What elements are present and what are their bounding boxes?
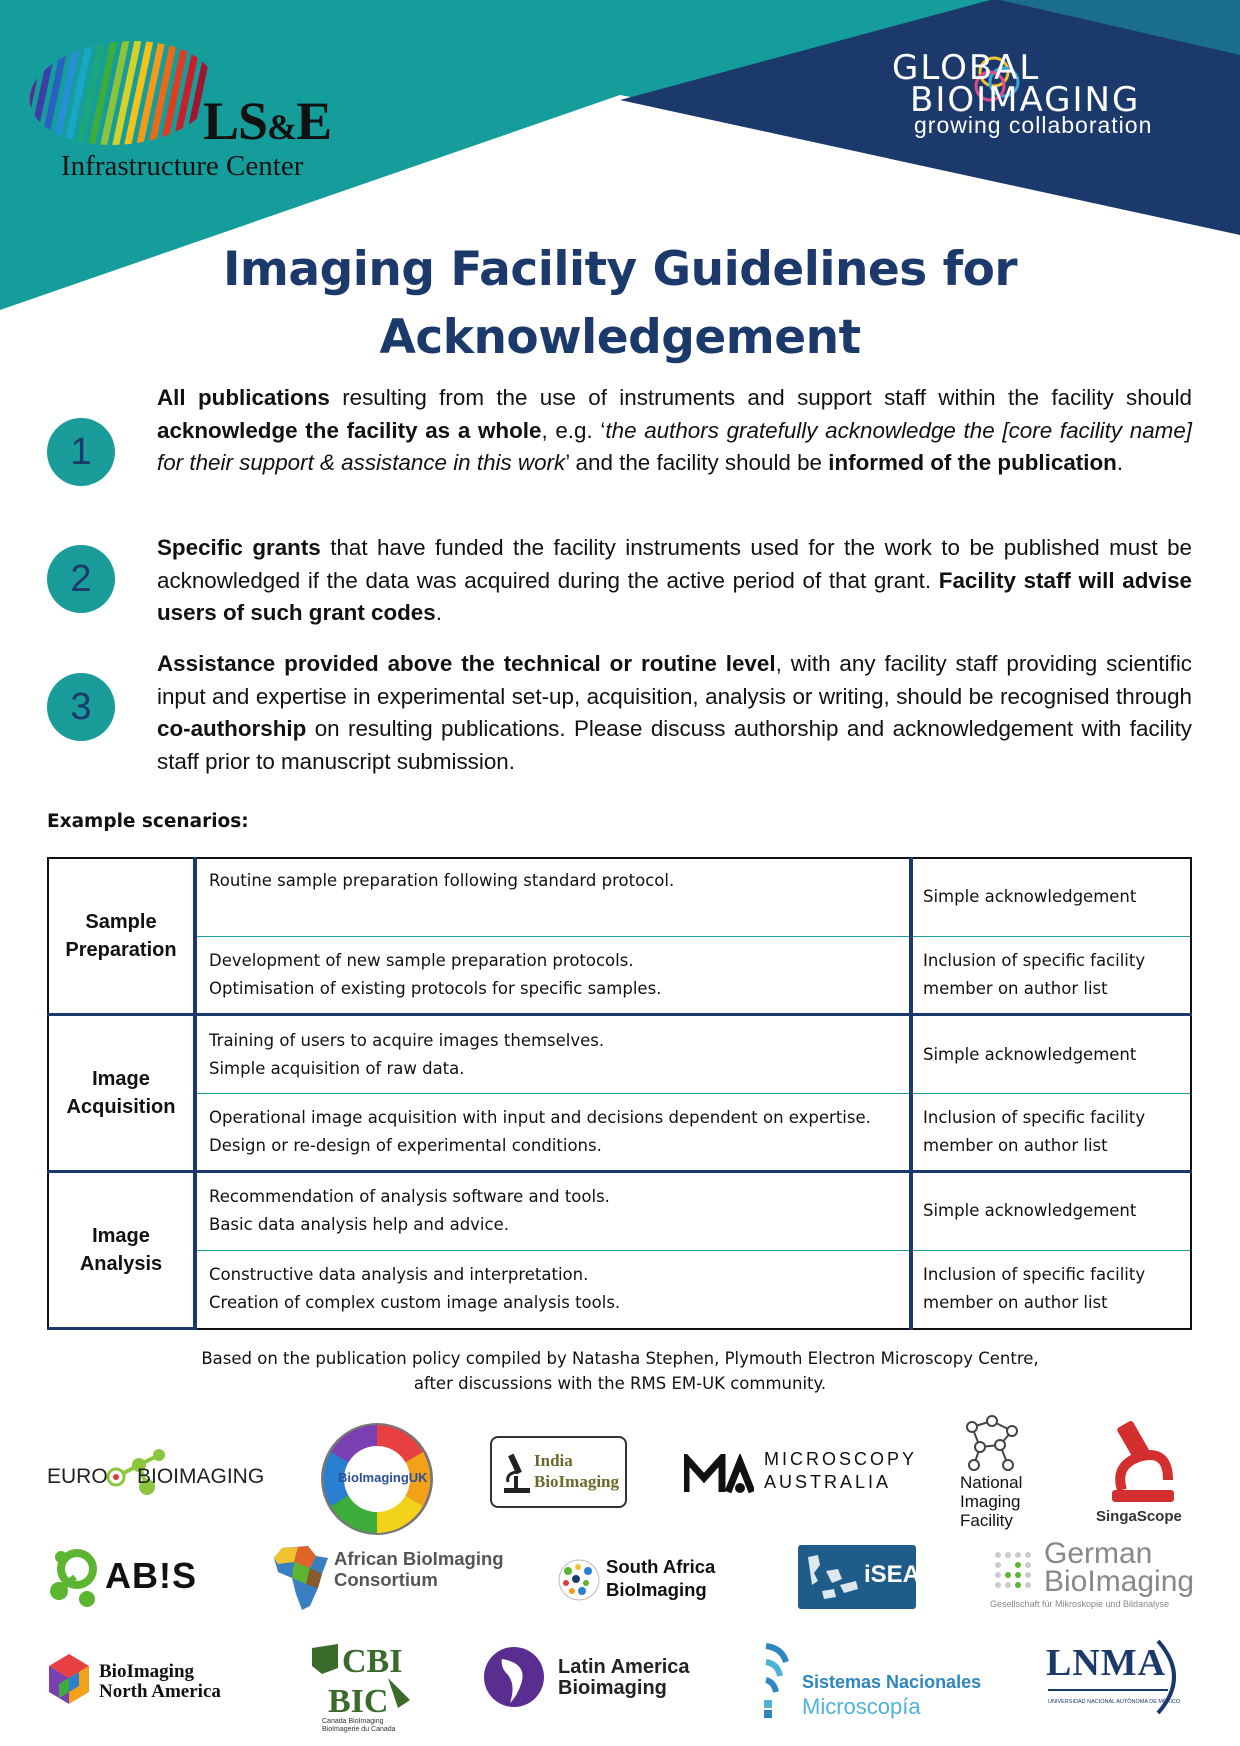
gbi-tagline: growing collaboration [914,112,1153,138]
msa-label: MICROSCOPY AUSTRALIA [764,1449,918,1492]
map-icon [804,1551,862,1603]
india-label: India BioImaging [534,1451,620,1491]
microscope-icon [502,1452,532,1496]
description-cell: Recommendation of analysis software and tools. Basic data analysis help and advice. [195,1172,911,1250]
description-cell: Operational image acquisition with input and decisions dependent on expertise. Design or re-design of experimental conditions. [195,1093,911,1171]
guideline-number-badge: 3 [47,673,115,741]
molecule-icon [47,1547,105,1611]
description-cell: Constructive data analysis and interpretation. Creation of complex custom image analysis tools. [195,1250,911,1328]
abis-logo: AB!S [47,1545,207,1615]
isea-logo: iSEA [798,1545,916,1609]
afr-label: African BioImaging Consortium [334,1548,504,1590]
lnma-logo: LNMA UNIVERSIDAD NACIONAL AUTÓNOMA DE MÉXICO [1040,1637,1195,1722]
india-bioimaging-logo [490,1436,627,1508]
sistemas-nacionales-microscopia-logo: Sistemas Nacionales Microscopía [762,1640,982,1720]
bioimaging-uk-logo: BioImagingUK [318,1420,436,1538]
description-cell: Routine sample preparation following standard protocol. [195,858,911,936]
table-row [48,1250,1191,1328]
canada-bioimaging-logo [302,1638,420,1733]
guideline-text: Assistance provided above the technical or routine level, with any facility staff providing scientific input and expertise in experimental set-up, acquisition, analysis or writing, should be recognised through co-authorship on resulting publications. Please discuss authorship and acknowledgement with facility staff prior to manuscript submission. [157,651,1192,774]
title-line2: Acknowledgement [379,310,861,365]
description-cell: Training of users to acquire images themselves. Simple acquisition of raw data. [195,1015,911,1093]
description-cell: Development of new sample preparation protocols. Optimisation of existing protocols for specific samples. [195,936,911,1014]
guideline-number-badge: 2 [47,545,115,613]
outcome-cell: Simple acknowledgement [911,1015,1191,1093]
table-row [48,858,1191,936]
rainbow-stripes-icon [25,38,215,148]
singascope-logo [1090,1420,1200,1530]
example-scenarios-label: Example scenarios: [47,811,249,832]
gbi-line2: BIOIMAGING [910,80,1141,120]
gbi-line1: GLOBAL [892,48,1041,88]
lnma-rule [1048,1689,1168,1691]
global-bioimaging-logo [890,44,1220,144]
sa-label: South Africa BioImaging [606,1556,716,1600]
latin-america-bioimaging-logo [482,1645,692,1710]
table-row [48,936,1191,1014]
german-label: German BioImaging [1044,1537,1195,1598]
guideline-text: Specific grants that have funded the facility instruments used for the work to be published must be acknowledged if the data was acquired during the active period of that grant. Facility staff will advise users of such grant codes. [157,535,1192,625]
lse-logo [25,38,355,188]
outcome-cell: Simple acknowledgement [911,1172,1191,1250]
bina-label: BioImaging North America [99,1661,221,1702]
ma-mark-icon [684,1454,754,1494]
dot-circle-icon [556,1557,602,1603]
outcome-cell: Inclusion of specific facility member on author list [911,1093,1191,1171]
african-bioimaging-consortium-logo [272,1544,504,1614]
south-africa-bioimaging-logo [556,1553,726,1603]
category-cell: Image Acquisition [48,1015,195,1172]
leaf-circle-icon [482,1645,546,1709]
latam-label: Latin America Bioimaging [558,1656,690,1699]
euro-bioimaging-logo: EURO BIOIMAGING [47,1445,267,1505]
guideline-text: All publications resulting from the use of instruments and support staff within the facility should acknowledge the facility as a whole, e.g. ‘the authors gratefully acknowledge the [core facility name] for their support & assistance in this work’ and the facility should be informed of the publication. [157,385,1192,475]
table-row [48,1093,1191,1171]
hexagon-cube-icon [47,1652,91,1706]
wave-bars-icon [762,1640,798,1720]
national-imaging-facility-logo [954,1415,1034,1530]
category-cell: Image Analysis [48,1172,195,1329]
outcome-cell: Inclusion of specific facility member on author list [911,936,1191,1014]
german-sub: Gesellschaft für Mikroskopie und Bildanalyse [990,1599,1170,1609]
molecule-network-icon [960,1415,1024,1471]
german-bioimaging-logo [988,1537,1195,1615]
outcome-cell: Inclusion of specific facility member on author list [911,1250,1191,1328]
lse-name: LS&E [203,91,332,151]
outcome-cell: Simple acknowledgement [911,858,1191,936]
scenarios-table [47,857,1192,1330]
page-title [160,236,1080,372]
singascope-label: SingaScope [1096,1508,1182,1525]
nif-label: National Imaging Facility [960,1473,1023,1530]
africa-map-icon [272,1544,330,1614]
dot-grid-icon [990,1547,1042,1597]
microscope-icon [1108,1420,1178,1506]
bioimaging-north-america-logo [47,1650,247,1710]
title-line1: Imaging Facility Guidelines for [222,242,1018,297]
table-row [48,1015,1191,1093]
category-cell: Sample Preparation [48,858,195,1015]
cbi-bic-mark-icon [302,1638,420,1718]
cbi-sub: Canada BioImaging BioImagerie du Canada [322,1718,396,1733]
lse-subtitle: Infrastructure Center [61,150,304,182]
svg-text:CBI: CBI [342,1643,403,1680]
source-note: Based on the publication policy compiled by Natasha Stephen, Plymouth Electron Microscopy Centre, after discussions with the RMS EM-UK community. [201,1349,1039,1393]
guideline-number-badge: 1 [47,418,115,486]
table-row [48,1172,1191,1250]
microscopy-australia-logo [684,1448,918,1498]
svg-text:BIC: BIC [328,1683,389,1718]
